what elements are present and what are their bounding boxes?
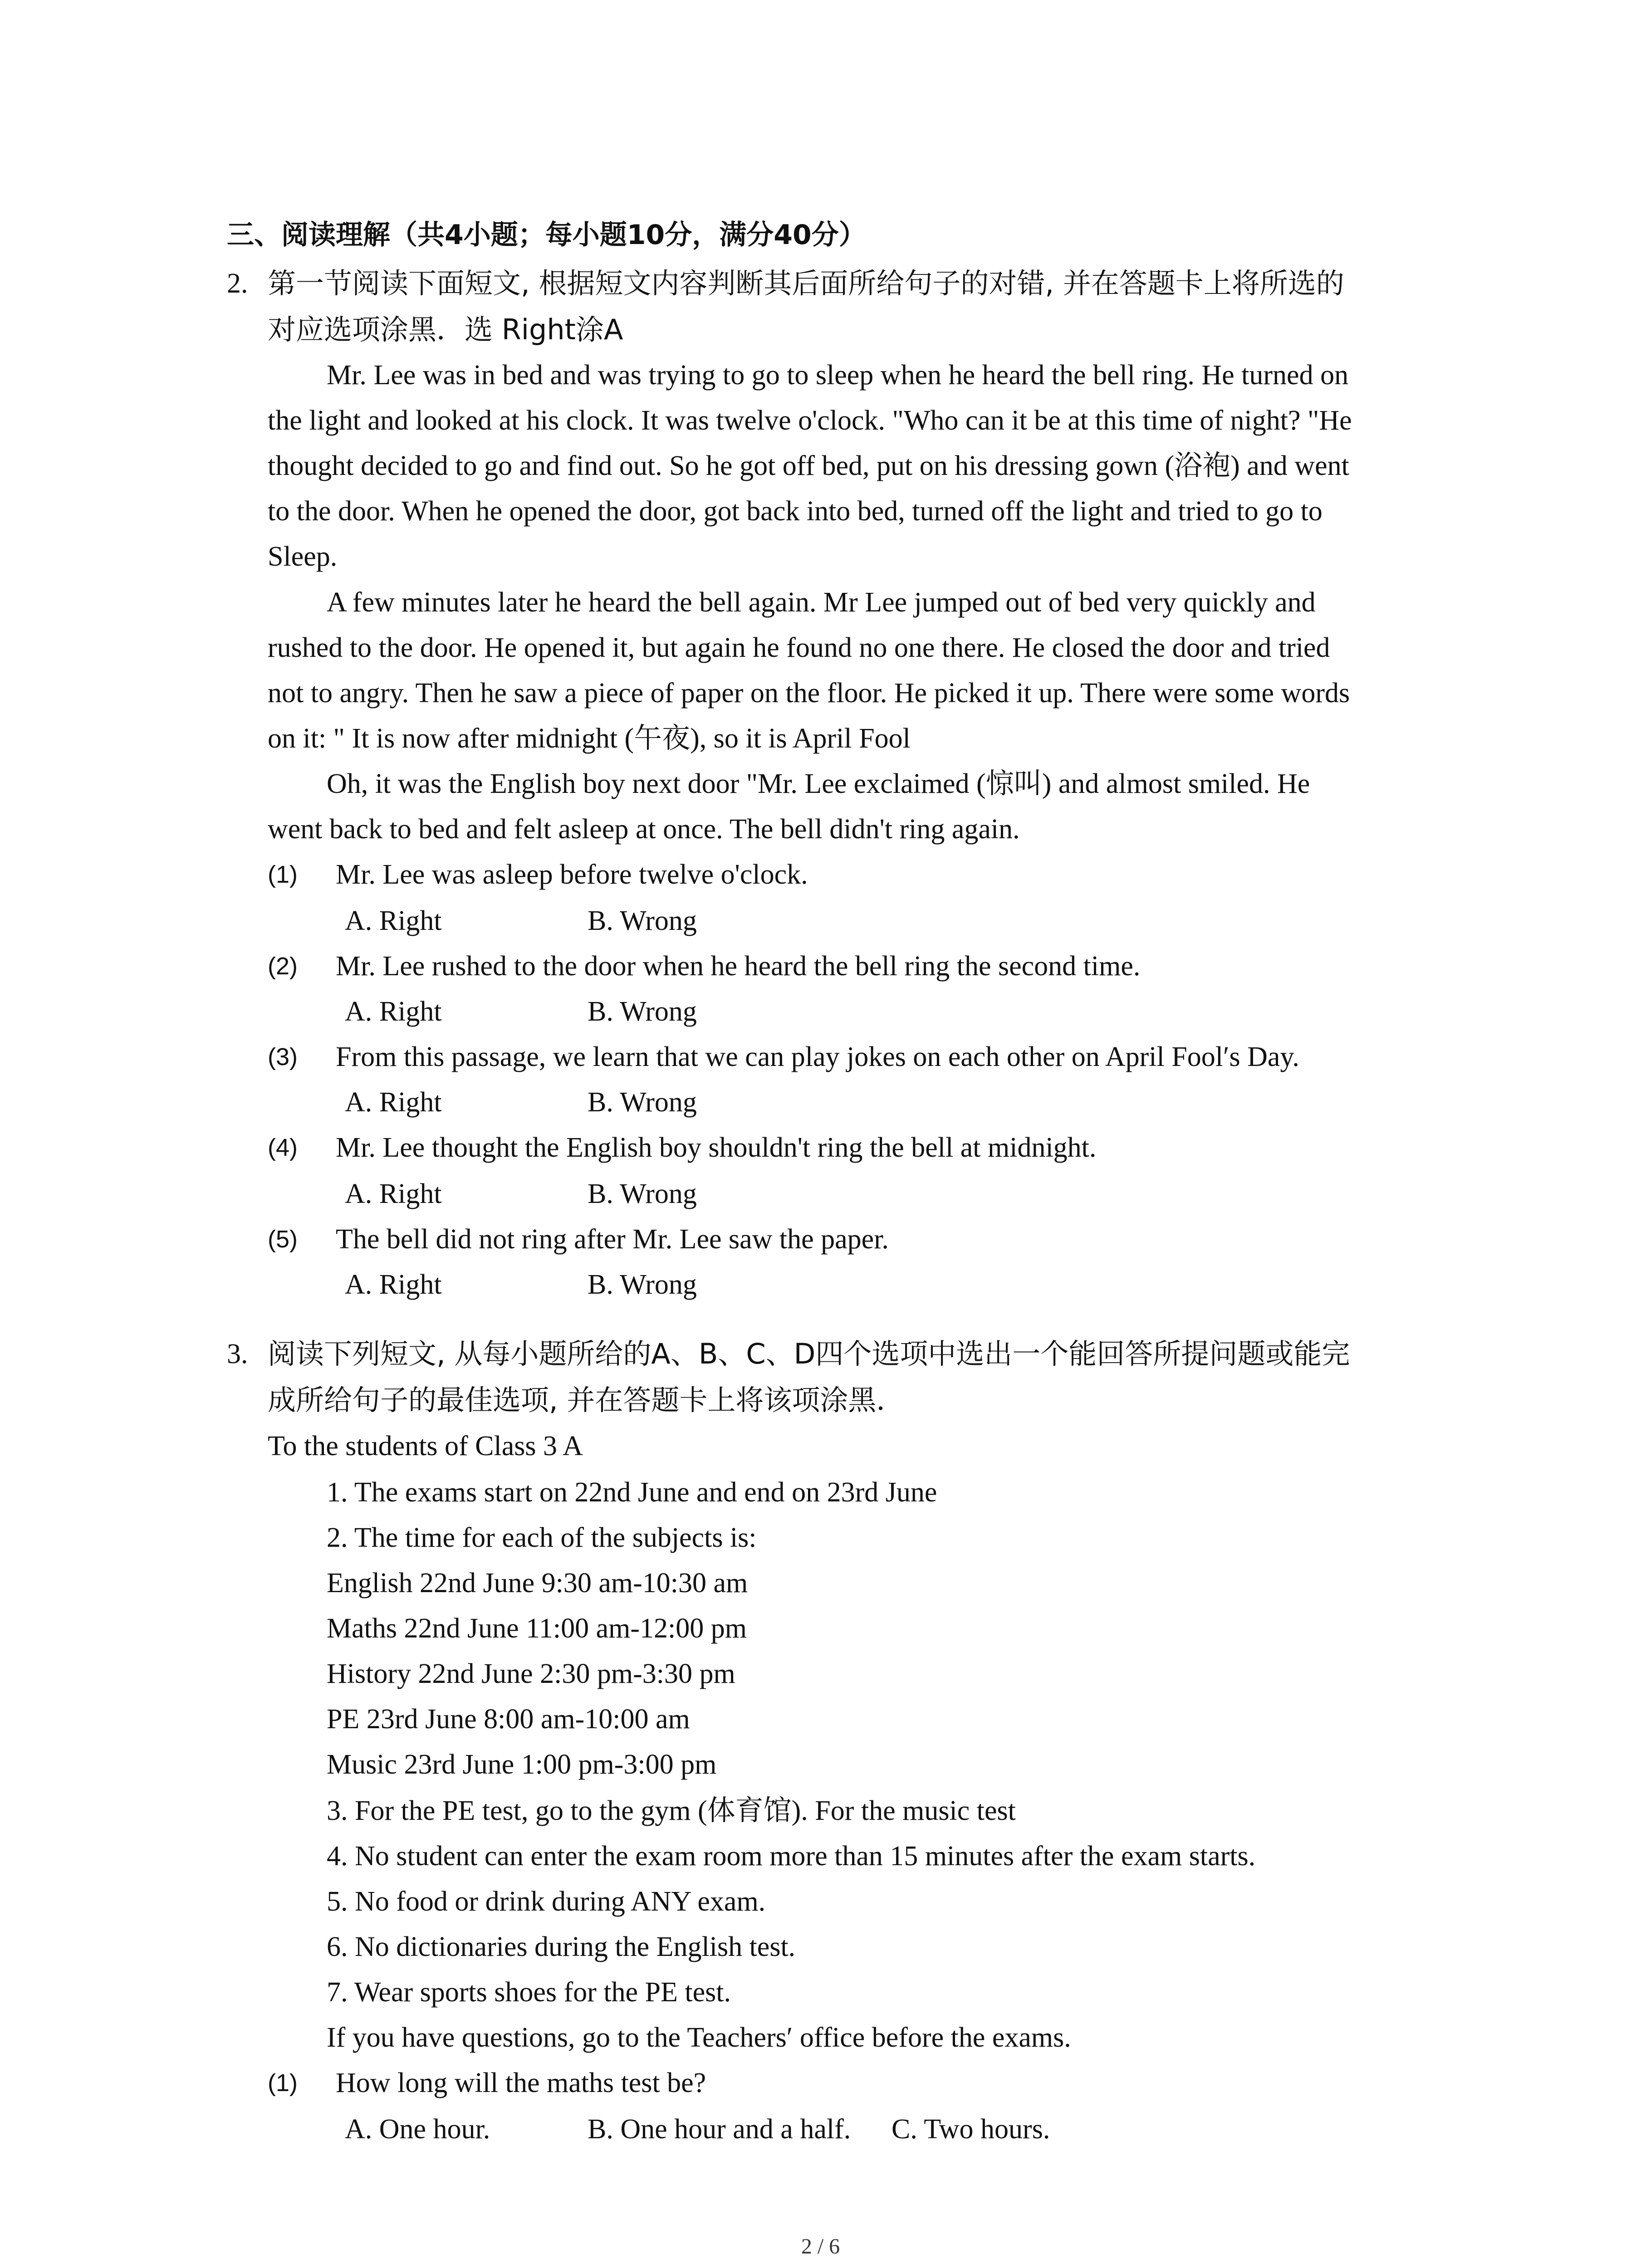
q2-instruction-line2: 对应选项涂黑．选 Right涂A bbox=[268, 313, 623, 346]
notice-line: English 22nd June 9:30 am-10:30 am bbox=[327, 1568, 748, 1598]
option-b[interactable]: B. Wrong bbox=[588, 1087, 697, 1118]
notice-line: 5. No food or drink during ANY exam. bbox=[327, 1886, 766, 1917]
q2-passage-line: to the door. When he opened the door, got back into bed, turned off the light and tried to go to bbox=[268, 496, 1323, 527]
option-a[interactable]: A. Right bbox=[345, 1269, 442, 1300]
q2-instruction-line1: 第一节阅读下面短文, 根据短文内容判断其后面所给句子的对错, 并在答题卡上将所选的 bbox=[268, 267, 1344, 300]
q3-number: 3. bbox=[227, 1339, 248, 1369]
q2-item-statement: Mr. Lee rushed to the door when he heard the bell ring the second time. bbox=[336, 951, 1141, 982]
notice-line: Music 23rd June 1:00 pm-3:00 pm bbox=[327, 1749, 717, 1780]
option-a[interactable]: A. One hour. bbox=[345, 2114, 490, 2145]
notice-recipient: To the students of Class 3 A bbox=[268, 1431, 583, 1461]
q2-item-statement: Mr. Lee thought the English boy shouldn't ring the bell at midnight. bbox=[336, 1132, 1097, 1163]
notice-line: 7. Wear sports shoes for the PE test. bbox=[327, 1977, 731, 2008]
q2-passage-line: on it: " It is now after midnight (午夜), so it is April Fool bbox=[268, 723, 911, 754]
notice-line: Maths 22nd June 11:00 am-12:00 pm bbox=[327, 1613, 747, 1644]
section-heading: 三、阅读理解（共4小题；每小题10分，满分40分） bbox=[227, 219, 866, 251]
q2-item-statement: Mr. Lee was asleep before twelve o'clock. bbox=[336, 859, 808, 890]
notice-line: PE 23rd June 8:00 am-10:00 am bbox=[327, 1704, 690, 1735]
notice-line: If you have questions, go to the Teachers′ office before the exams. bbox=[327, 2022, 1071, 2053]
q2-item-number: (2) bbox=[268, 953, 298, 980]
q2-passage-line: went back to bed and felt asleep at once. The bell didn't ring again. bbox=[268, 814, 1020, 845]
option-b[interactable]: B. One hour and a half. bbox=[588, 2114, 851, 2145]
q2-item-number: (4) bbox=[268, 1134, 298, 1161]
q2-passage-line: rushed to the door. He opened it, but again he found no one there. He closed the door and tried bbox=[268, 632, 1330, 663]
q2-passage-line: Oh, it was the English boy next door "Mr. Lee exclaimed (惊叫) and almost smiled. He bbox=[327, 768, 1310, 799]
option-a[interactable]: A. Right bbox=[345, 1087, 442, 1118]
q3-item-question: How long will the maths test be? bbox=[336, 2068, 706, 2098]
q2-item-statement: The bell did not ring after Mr. Lee saw the paper. bbox=[336, 1224, 889, 1255]
q2-number: 2. bbox=[227, 268, 248, 299]
notice-line: 6. No dictionaries during the English test. bbox=[327, 1931, 796, 1962]
q3-item-number: (1) bbox=[268, 2069, 298, 2097]
q2-passage-line: the light and looked at his clock. It was twelve o'clock. "Who can it be at this time of night? "He bbox=[268, 405, 1352, 436]
q2-item-number: (3) bbox=[268, 1043, 298, 1070]
q2-passage-line: not to angry. Then he saw a piece of paper on the floor. He picked it up. There were some words bbox=[268, 678, 1350, 709]
notice-line: 1. The exams start on 22nd June and end on 23rd June bbox=[327, 1477, 937, 1508]
option-a[interactable]: A. Right bbox=[345, 905, 442, 936]
q2-passage-line: Sleep. bbox=[268, 541, 338, 572]
option-a[interactable]: A. Right bbox=[345, 996, 442, 1027]
q2-item-statement: From this passage, we learn that we can play jokes on each other on April Fool′s Day. bbox=[336, 1041, 1299, 1072]
option-b[interactable]: B. Wrong bbox=[588, 905, 697, 936]
option-b[interactable]: B. Wrong bbox=[588, 1178, 697, 1209]
page-number: 2 / 6 bbox=[801, 2234, 840, 2258]
q3-instruction-line2: 成所给句子的最佳选项, 并在答题卡上将该项涂黑． bbox=[268, 1383, 905, 1417]
q2-passage-line: Mr. Lee was in bed and was trying to go to sleep when he heard the bell ring. He turned on bbox=[327, 360, 1349, 391]
option-a[interactable]: A. Right bbox=[345, 1178, 442, 1209]
notice-line: 4. No student can enter the exam room more than 15 minutes after the exam starts. bbox=[327, 1841, 1256, 1872]
option-b[interactable]: B. Wrong bbox=[588, 1269, 697, 1300]
option-b[interactable]: B. Wrong bbox=[588, 996, 697, 1027]
notice-line: History 22nd June 2:30 pm-3:30 pm bbox=[327, 1658, 735, 1689]
q2-passage-line: thought decided to go and find out. So he got off bed, put on his dressing gown (浴袍) and went bbox=[268, 450, 1349, 481]
notice-line: 3. For the PE test, go to the gym (体育馆). For the music test bbox=[327, 1795, 1016, 1826]
q3-instruction-line1: 阅读下列短文, 从每小题所给的A、B、C、D四个选项中选出一个能回答所提问题或能完 bbox=[268, 1337, 1350, 1370]
q2-passage-line: A few minutes later he heard the bell again. Mr Lee jumped out of bed very quickly and bbox=[327, 587, 1316, 618]
q2-item-number: (1) bbox=[268, 861, 298, 888]
notice-line: 2. The time for each of the subjects is: bbox=[327, 1522, 757, 1553]
option-c[interactable]: C. Two hours. bbox=[892, 2114, 1050, 2145]
q2-item-number: (5) bbox=[268, 1226, 298, 1253]
